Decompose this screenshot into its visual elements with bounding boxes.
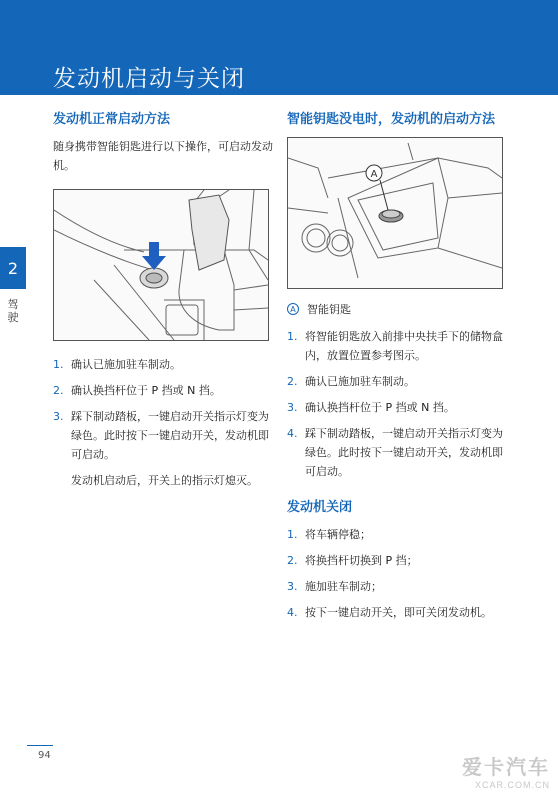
list-item: 3. 踩下制动踏板，一键启动开关指示灯变为绿色。此时按下一键启动开关，发动机即可启动。 xyxy=(53,410,269,461)
arrow-shaft xyxy=(149,242,159,258)
section-title-engine-off: 发动机关闭 xyxy=(287,500,353,515)
list-item: 4. 按下一键启动开关，即可关闭发动机。 xyxy=(287,606,492,619)
legend xyxy=(287,301,509,317)
callout-label: A xyxy=(370,169,378,180)
intro-text: 随身携带智能钥匙进行以下操作，可启动发动机。 xyxy=(53,140,273,172)
list-item: 2. 确认已施加驻车制动。 xyxy=(287,375,415,388)
engine-off-steps xyxy=(287,525,509,622)
legend-marker: A xyxy=(287,303,299,315)
armrest-box-drawing xyxy=(288,138,502,288)
page-header xyxy=(0,0,558,95)
watermark-main: 爱卡汽车 xyxy=(462,757,550,779)
list-item: 2. 确认换挡杆位于 P 挡或 N 挡。 xyxy=(53,384,221,397)
page-title: 发动机启动与关闭 xyxy=(53,66,245,92)
list-item: 4. 踩下制动踏板，一键启动开关指示灯变为绿色。此时按下一键启动开关，发动机即可启动。 xyxy=(287,427,503,478)
list-item: 1. 将车辆停稳； xyxy=(287,528,371,541)
list-item: 1. 确认已施加驻车制动。 xyxy=(53,358,181,371)
section-title-key-dead: 智能钥匙没电时，发动机的启动方法 xyxy=(287,112,496,127)
list-item: 3. 施加驻车制动； xyxy=(287,580,382,593)
note-text: 发动机启动后，开关上的指示灯熄灭。 xyxy=(71,474,258,487)
footer-rule xyxy=(27,745,53,746)
start-button-illustration xyxy=(53,189,269,341)
watermark-sub: XCAR.COM.CN xyxy=(474,780,550,790)
right-column xyxy=(287,111,509,629)
list-item: 1. 将智能钥匙放入前排中央扶手下的储物盒内，放置位置参考图示。 xyxy=(287,330,503,362)
chapter-tab: 2 xyxy=(0,247,26,289)
page-number: 94 xyxy=(38,750,51,761)
key-dead-steps xyxy=(287,327,509,481)
normal-start-steps xyxy=(53,355,275,464)
legend-text: 智能钥匙 xyxy=(307,303,351,316)
storage-box-illustration xyxy=(287,137,503,289)
section-title-normal-start: 发动机正常启动方法 xyxy=(53,112,171,127)
chapter-label: 驾驶 xyxy=(7,298,19,324)
left-column xyxy=(53,111,275,490)
watermark xyxy=(462,751,550,790)
list-item: 2. 将换挡杆切换到 P 挡； xyxy=(287,554,418,567)
console-drawing xyxy=(54,190,268,340)
list-item: 3. 确认换挡杆位于 P 挡或 N 挡。 xyxy=(287,401,455,414)
